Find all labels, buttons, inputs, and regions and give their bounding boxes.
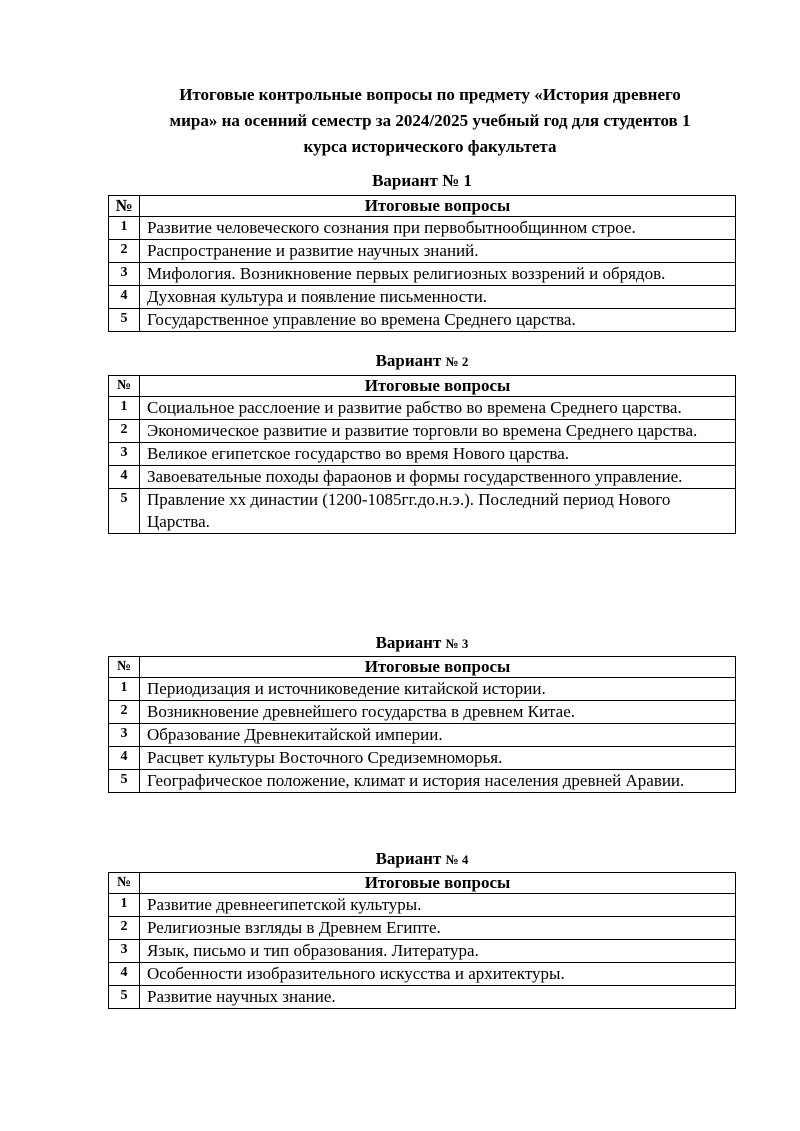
variant-3-table: [108, 656, 736, 793]
table-row: [109, 940, 736, 963]
table-row: [109, 963, 736, 986]
variant-1-table: [108, 195, 736, 332]
variant-2-table: [108, 375, 736, 534]
row-number: 1: [109, 397, 140, 420]
table-row: [109, 986, 736, 1009]
table-row: [109, 286, 736, 309]
question-text: Религиозные взгляды в Древнем Египте.: [140, 917, 736, 940]
question-text: Распространение и развитие научных знаний.: [140, 240, 736, 263]
header-questions: Итоговые вопросы: [140, 376, 736, 397]
question-text: Развитие древнеегипетской культуры.: [140, 894, 736, 917]
question-text: Экономическое развитие и развитие торговли во времена Среднего царства.: [140, 420, 736, 443]
table-row: [109, 309, 736, 332]
table-row: [109, 217, 736, 240]
header-questions: Итоговые вопросы: [140, 873, 736, 894]
question-text: Возникновение древнейшего государства в древнем Китае.: [140, 701, 736, 724]
question-text: Великое египетское государство во время Нового царства.: [140, 443, 736, 466]
row-number: 1: [109, 217, 140, 240]
question-text: Географическое положение, климат и история населения древней Аравии.: [140, 770, 736, 793]
variant-number: № 2: [445, 354, 469, 369]
row-number: 4: [109, 466, 140, 489]
variant-4-table: [108, 872, 736, 1009]
variant-label: Вариант: [372, 171, 438, 190]
table-row: [109, 397, 736, 420]
variant-2-title: [108, 350, 736, 373]
question-text: Развитие научных знание.: [140, 986, 736, 1009]
header-questions: Итоговые вопросы: [140, 657, 736, 678]
row-number: 2: [109, 240, 140, 263]
title-line: курса исторического факультета: [303, 137, 557, 156]
table-row: [109, 489, 736, 534]
row-number: 4: [109, 286, 140, 309]
header-num: №: [109, 873, 140, 894]
header-num: №: [109, 376, 140, 397]
row-number: 3: [109, 940, 140, 963]
row-number: 4: [109, 747, 140, 770]
row-number: 1: [109, 894, 140, 917]
table-header-row: [109, 376, 736, 397]
table-row: [109, 724, 736, 747]
question-text: Правление xx династии (1200-1085гг.до.н.э.). Последний период Нового Царства.: [140, 489, 736, 534]
variant-3-title: [108, 632, 736, 655]
table-row: [109, 420, 736, 443]
table-header-row: [109, 873, 736, 894]
question-text: Язык, письмо и тип образования. Литература.: [140, 940, 736, 963]
table-row: [109, 701, 736, 724]
question-text: Периодизация и источниковедение китайской истории.: [140, 678, 736, 701]
document-title: [130, 82, 730, 160]
row-number: 5: [109, 986, 140, 1009]
variant-label: Вариант: [375, 633, 442, 652]
variant-4-title: [108, 848, 736, 871]
variant-number: № 4: [445, 852, 469, 867]
row-number: 5: [109, 770, 140, 793]
title-line: Итоговые контрольные вопросы по предмету «История древнего: [179, 85, 681, 104]
table-row: [109, 894, 736, 917]
variant-label: Вариант: [375, 849, 442, 868]
row-number: 2: [109, 420, 140, 443]
table-row: [109, 240, 736, 263]
question-text: Государственное управление во времена Среднего царства.: [140, 309, 736, 332]
question-text: Завоевательные походы фараонов и формы государственного управление.: [140, 466, 736, 489]
variant-label: Вариант: [375, 351, 442, 370]
question-text: Духовная культура и появление письменности.: [140, 286, 736, 309]
question-text: Расцвет культуры Восточного Средиземноморья.: [140, 747, 736, 770]
table-row: [109, 770, 736, 793]
header-num: №: [109, 657, 140, 678]
table-row: [109, 466, 736, 489]
table-header-row: [109, 196, 736, 217]
question-text: Социальное расслоение и развитие рабство во времена Среднего царства.: [140, 397, 736, 420]
table-row: [109, 747, 736, 770]
row-number: 2: [109, 917, 140, 940]
table-header-row: [109, 657, 736, 678]
table-row: [109, 917, 736, 940]
row-number: 2: [109, 701, 140, 724]
question-text: Особенности изобразительного искусства и архитектуры.: [140, 963, 736, 986]
header-num: №: [109, 196, 140, 217]
variant-1-title: [108, 170, 736, 192]
table-row: [109, 678, 736, 701]
table-row: [109, 263, 736, 286]
header-questions: Итоговые вопросы: [140, 196, 736, 217]
row-number: 5: [109, 489, 140, 534]
row-number: 3: [109, 724, 140, 747]
row-number: 3: [109, 443, 140, 466]
table-row: [109, 443, 736, 466]
variant-number: № 3: [445, 636, 469, 651]
row-number: 1: [109, 678, 140, 701]
row-number: 4: [109, 963, 140, 986]
row-number: 5: [109, 309, 140, 332]
title-line: мира» на осенний семестр за 2024/2025 учебный год для студентов 1: [169, 111, 691, 130]
question-text: Развитие человеческого сознания при первобытнообщинном строе.: [140, 217, 736, 240]
question-text: Мифология. Возникновение первых религиозных воззрений и обрядов.: [140, 263, 736, 286]
row-number: 3: [109, 263, 140, 286]
variant-number: № 1: [442, 171, 472, 190]
question-text: Образование Древнекитайской империи.: [140, 724, 736, 747]
